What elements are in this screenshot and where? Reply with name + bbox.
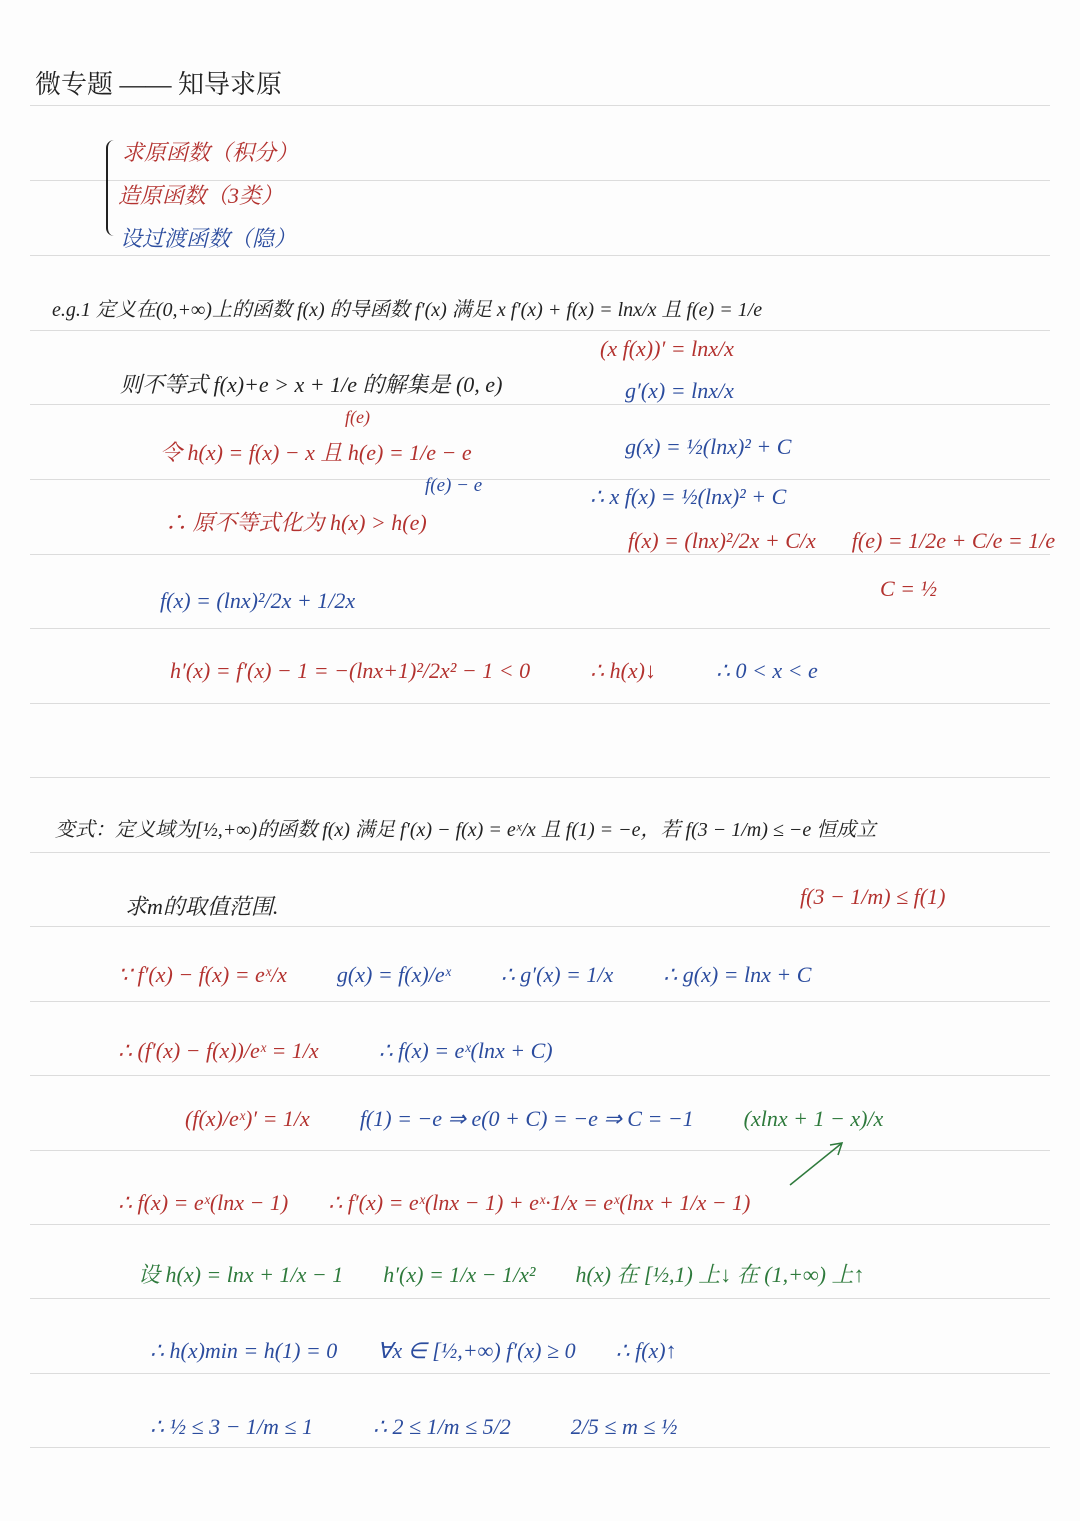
step: ∀x ∈ [½,+∞) f′(x) ≥ 0: [377, 1338, 576, 1363]
method-integrate: 求原函数（积分）: [122, 140, 299, 165]
page-title: 微专题 —— 知导求原: [35, 70, 283, 99]
step-fe: f(e) = 1/2e + C/e = 1/e: [851, 528, 1056, 553]
let-h: 令 h(x) = f(x) − x 且 h(e) = 1/e − e: [160, 440, 472, 465]
step: ∵ f′(x) − f(x) = eˣ/x: [118, 962, 287, 987]
variant-problem: 变式：定义域为[½,+∞)的函数 f(x) 满足 f′(x) − f(x) = eˣ/x 且 f(1) = −e，若 f(3 − 1/m) ≤ −e 恒成立: [55, 819, 877, 841]
step: ∴ h(x)min = h(1) = 0: [150, 1338, 338, 1363]
example-question: 则不等式 f(x)+e > x + 1/e 的解集是 (0, e): [120, 372, 503, 397]
step: ∴ ½ ≤ 3 − 1/m ≤ 1: [150, 1414, 313, 1439]
step: ∴ 2 ≤ 1/m ≤ 5/2: [373, 1414, 511, 1439]
step: f(1) = −e ⇒ e(0 + C) = −e ⇒ C = −1: [359, 1106, 694, 1131]
step: ∴ f(x) = eˣ(lnx + C): [378, 1038, 553, 1063]
step: 2/5 ≤ m ≤ ½: [570, 1414, 678, 1439]
method-construct: 造原函数（3类）: [118, 183, 284, 208]
step-gprime: g′(x) = lnx/x: [625, 378, 734, 403]
step: 设 h(x) = lnx + 1/x − 1: [138, 1262, 344, 1287]
h-decreasing: ∴ h(x)↓: [590, 658, 657, 683]
step: (f(x)/eˣ)′ = 1/x: [185, 1106, 310, 1131]
step: g(x) = f(x)/eˣ: [336, 962, 451, 987]
step-derivative: (x f(x))′ = lnx/x: [600, 336, 734, 361]
step: ∴ f′(x) = eˣ(lnx − 1) + eˣ·1/x = eˣ(lnx + 1/x − 1): [328, 1190, 751, 1215]
step: (xlnx + 1 − x)/x: [743, 1106, 884, 1131]
he-note: f(e) − e: [425, 475, 483, 496]
step-g: g(x) = ½(lnx)² + C: [625, 434, 792, 459]
method-transition: 设过渡函数（隐）: [120, 226, 297, 251]
step: ∴ g(x) = lnx + C: [663, 962, 812, 987]
step-xfx: ∴ x f(x) = ½(lnx)² + C: [590, 484, 787, 509]
h-prime: h′(x) = f′(x) − 1 = −(lnx+1)²/2x² − 1 < 0: [170, 658, 531, 683]
step: ∴ f(x)↑: [615, 1338, 677, 1363]
example-problem: e.g.1 定义在(0,+∞)上的函数 f(x) 的导函数 f′(x) 满足 x f′(x) + f(x) = lnx/x 且 f(e) = 1/e: [52, 299, 763, 321]
transform: ∴ 原不等式化为 h(x) > h(e): [165, 510, 427, 535]
step: ∴ (f′(x) − f(x))/eˣ = 1/x: [118, 1038, 319, 1063]
fe-note: f(e): [345, 407, 370, 427]
rewrite: f(3 − 1/m) ≤ f(1): [800, 884, 946, 909]
step: ∴ f(x) = eˣ(lnx − 1): [118, 1190, 289, 1215]
step-fx: f(x) = (lnx)²/2x + C/x: [628, 528, 816, 553]
answer: ∴ 0 < x < e: [716, 658, 818, 683]
variant-question: 求m的取值范围.: [125, 894, 279, 919]
step-c: C = ½: [880, 576, 938, 601]
step: h′(x) = 1/x − 1/x²: [383, 1262, 536, 1287]
step: h(x) 在 [½,1) 上↓ 在 (1,+∞) 上↑: [575, 1262, 865, 1287]
fx-result: f(x) = (lnx)²/2x + 1/2x: [160, 588, 356, 613]
step: ∴ g′(x) = 1/x: [500, 962, 614, 987]
